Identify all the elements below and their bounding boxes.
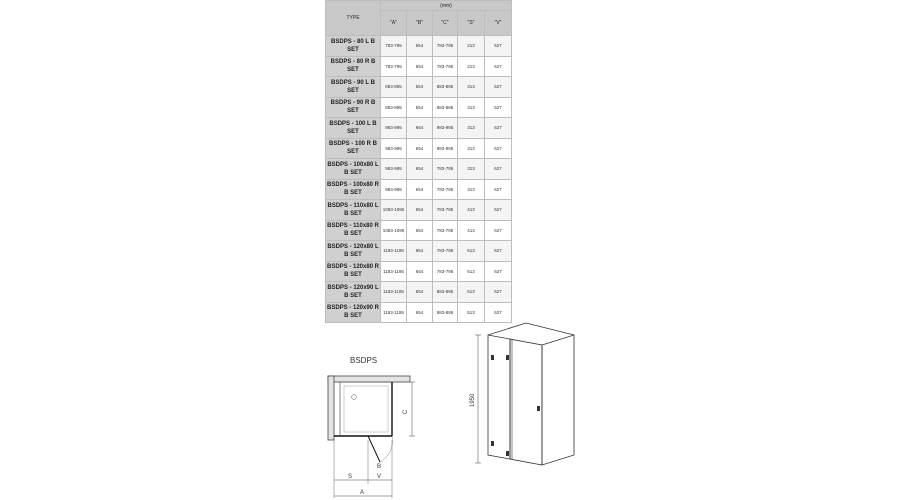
value-cell: 313 [458,159,485,180]
column-header: "V" [485,11,512,36]
value-cell: 413 [458,200,485,221]
table-row [326,200,512,221]
value-cell: 1183-1195 [381,261,407,282]
value-cell: 527 [485,77,512,98]
plan-title: BSDPS [350,356,378,365]
value-cell: 213 [458,56,485,77]
value-cell: 983-995 [381,179,407,200]
value-cell: 654 [407,138,433,159]
value-cell: 883-895 [433,97,458,118]
value-cell: 883-895 [381,97,407,118]
table-row [326,261,512,282]
column-header: "S" [458,11,485,36]
value-cell: 1183-1195 [381,282,407,303]
drain-icon [352,395,357,400]
table-row [326,282,512,303]
hinge-top-icon [491,355,494,360]
column-header: "B" [407,11,433,36]
value-cell: 783-795 [433,179,458,200]
value-cell: 627 [485,220,512,241]
model-name-cell: BSDPS - 80 L B SET [326,36,381,57]
value-cell: 1083-1095 [381,200,407,221]
value-cell: 627 [485,302,512,323]
value-cell: 554 [407,77,433,98]
value-cell: 527 [485,97,512,118]
height-label: 1950 [470,393,476,407]
table-row [326,118,512,139]
table-row [326,179,512,200]
value-cell: 783-795 [433,241,458,262]
value-cell: 654 [407,220,433,241]
handle-icon [537,406,540,411]
column-header: "A" [381,11,407,36]
top-edge-back-left [488,323,526,335]
value-cell: 654 [407,241,433,262]
model-name-cell: BSDPS - 120x90 R B SET [326,302,381,323]
model-name-cell: BSDPS - 110x80 L B SET [326,200,381,221]
hinge-door-top-icon [506,355,509,360]
hinge-bottom-icon [491,441,494,446]
value-cell: 983-995 [433,138,458,159]
plan-view-drawing [320,370,420,500]
model-name-cell: BSDPS - 120x90 L B SET [326,282,381,303]
model-name-cell: BSDPS - 110x80 R B SET [326,220,381,241]
dim-a-label: A [360,490,365,496]
value-cell: 513 [458,282,485,303]
value-cell: 627 [485,179,512,200]
table-row [326,56,512,77]
wall-top [328,376,410,382]
table-row [326,241,512,262]
table-row [326,138,512,159]
top-edge-back-right [526,323,574,335]
model-name-cell: BSDPS - 80 R B SET [326,56,381,77]
value-cell: 313 [458,179,485,200]
value-cell: 654 [407,200,433,221]
value-cell: 627 [485,282,512,303]
elevation-drawing [462,315,582,470]
value-cell: 983-995 [381,138,407,159]
value-cell: 554 [407,97,433,118]
value-cell: 627 [485,261,512,282]
value-cell: 313 [458,138,485,159]
model-name-cell: BSDPS - 90 R B SET [326,97,381,118]
value-cell: 654 [407,302,433,323]
front-glass-panel [488,335,542,465]
value-cell: 783-795 [433,220,458,241]
value-cell: 983-995 [433,118,458,139]
model-name-cell: BSDPS - 90 L B SET [326,77,381,98]
value-cell: 627 [485,200,512,221]
value-cell: 654 [407,159,433,180]
value-cell: 1183-1195 [381,241,407,262]
value-cell: 783-795 [433,261,458,282]
door-swing [368,436,380,462]
model-name-cell: BSDPS - 100x80 R B SET [326,179,381,200]
value-cell: 654 [407,261,433,282]
value-cell: 783-795 [433,36,458,57]
value-cell: 313 [458,118,485,139]
dim-s-label: S [348,474,353,480]
value-cell: 554 [407,36,433,57]
value-cell: 413 [458,220,485,241]
table-row [326,77,512,98]
value-cell: 627 [485,118,512,139]
value-cell: 313 [458,77,485,98]
value-cell: 513 [458,241,485,262]
value-cell: 654 [407,282,433,303]
value-cell: 627 [485,241,512,262]
value-cell: 527 [485,56,512,77]
dim-c-label: C [403,409,409,414]
value-cell: 554 [407,56,433,77]
model-name-cell: BSDPS - 100 R B SET [326,138,381,159]
table-row [326,36,512,57]
value-cell: 1083-1095 [381,220,407,241]
value-cell: 783-795 [433,56,458,77]
model-name-cell: BSDPS - 100x80 L B SET [326,159,381,180]
unit-header: (mm) [381,1,512,11]
table-row [326,220,512,241]
value-cell: 783-795 [433,159,458,180]
value-cell: 654 [407,118,433,139]
hinge-door-bottom-icon [506,451,509,456]
door-swing-arc [380,436,393,462]
type-header: TYPE [326,1,381,36]
value-cell: 783-795 [381,56,407,77]
value-cell: 654 [407,179,433,200]
table-unit-row [326,1,512,11]
spec-table [325,0,512,323]
value-cell: 883-895 [381,77,407,98]
value-cell: 983-995 [381,118,407,139]
shower-tray [340,382,392,436]
dim-v-label: V [377,474,382,480]
model-name-cell: BSDPS - 120x80 L B SET [326,241,381,262]
model-name-cell: BSDPS - 100 L B SET [326,118,381,139]
value-cell: 627 [485,138,512,159]
side-glass-panel [542,335,574,465]
value-cell: 983-995 [381,159,407,180]
value-cell: 513 [458,261,485,282]
value-cell: 783-795 [433,200,458,221]
value-cell: 783-795 [381,36,407,57]
table-body [326,36,512,323]
value-cell: 883-895 [433,282,458,303]
value-cell: 627 [485,159,512,180]
column-header: "C" [433,11,458,36]
table-row [326,97,512,118]
value-cell: 313 [458,97,485,118]
value-cell: 883-895 [433,77,458,98]
value-cell: 527 [485,36,512,57]
table-row [326,159,512,180]
dim-b-label: B [377,464,382,470]
value-cell: 513 [458,302,485,323]
model-name-cell: BSDPS - 120x80 R B SET [326,261,381,282]
value-cell: 883-895 [433,302,458,323]
wall-left [328,376,334,440]
value-cell: 213 [458,36,485,57]
value-cell: 1183-1195 [381,302,407,323]
shower-tray-inner [344,386,388,432]
